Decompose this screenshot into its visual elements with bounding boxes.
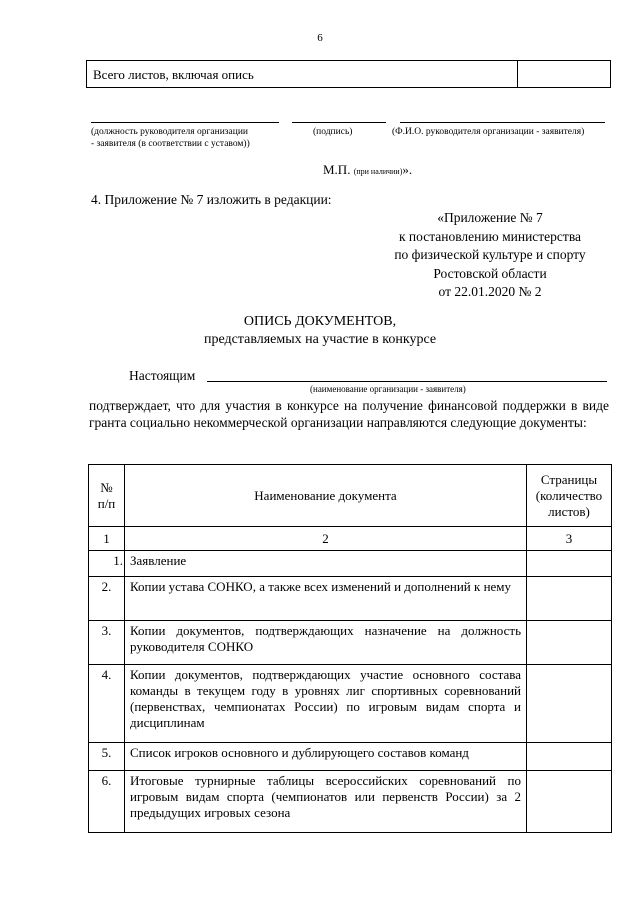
intro-paragraph: подтверждает, что для участия в конкурсе на получение финансовой поддержки в виде гранта социально некоммерческой организации направляются следующие документы: (89, 398, 609, 430)
table-row (89, 771, 612, 833)
row-number: 2. (89, 577, 125, 621)
documents-table (88, 464, 612, 833)
header-pages: Страницы (количество листов) (527, 465, 612, 527)
organization-name-line (207, 381, 607, 382)
row-number: 1. (89, 551, 125, 577)
stamp-label: М.П. (323, 162, 351, 177)
page-count (527, 771, 612, 833)
header-num (89, 465, 125, 527)
appendix-line: по физической культуре и спорту (394, 247, 586, 262)
position-caption (91, 126, 291, 150)
position-caption-line-1: (должность руководителя организации (91, 127, 249, 137)
page-count (527, 743, 612, 771)
table-row (89, 551, 612, 577)
header-num-line-1: № (100, 479, 113, 495)
organization-caption: (наименование организации - заявителя) (310, 384, 466, 394)
page-count (527, 621, 612, 665)
index-cell: 3 (527, 527, 612, 551)
index-cell: 1 (89, 527, 125, 551)
header-name: Наименование документа (125, 465, 527, 527)
document-name: Копии устава СОНКО, а также всех изменений и дополнений к нему (125, 577, 527, 621)
document-title (0, 313, 640, 349)
appendix-line: «Приложение № 7 (437, 210, 543, 225)
appendix-line: к постановлению министерства (398, 228, 582, 244)
appendix-line: Ростовской области (433, 265, 547, 281)
page-count (527, 665, 612, 743)
appendix-header (360, 209, 620, 302)
position-caption-line-2: - заявителя (в соответствии с уставом)) (91, 139, 250, 149)
table-row (89, 621, 612, 665)
document-name: Список игроков основного и дублирующего составов команд (125, 743, 527, 771)
title-main: ОПИСЬ ДОКУМЕНТОВ, (243, 314, 397, 329)
document-name: Копии документов, подтверждающих участие основного состава команды в текущем году в уровнях лиг спортивных соревнований (первенствах, чемпионатах России) по игровым видам спорта и дисциплинам (125, 665, 527, 743)
table-header-row (89, 465, 612, 527)
amendment-item: 4. Приложение № 7 изложить в редакции: (91, 192, 332, 207)
name-caption: (Ф.И.О. руководителя организации - заявителя) (392, 127, 585, 137)
cell-divider (517, 61, 518, 87)
intro-label: Настоящим (129, 368, 196, 383)
signature-line (292, 122, 386, 123)
table-row (89, 665, 612, 743)
header-num-line-2: п/п (97, 495, 116, 511)
page-count (527, 551, 612, 577)
document-name: Копии документов, подтверждающих назначение на должность руководителя СОНКО (125, 621, 527, 665)
document-name: Итоговые турнирные таблицы всероссийских соревнований по игровым видам спорта (чемпионатов или первенств России) за 2 предыдущих игровых сезона (125, 771, 527, 833)
row-number: 3. (89, 621, 125, 665)
table-row (89, 577, 612, 621)
title-sub: представляемых на участие в конкурсе (203, 332, 437, 347)
stamp-note: (при наличии) (353, 167, 403, 176)
document-name: Заявление (125, 551, 527, 577)
page-number: 6 (317, 32, 323, 44)
page-count (527, 577, 612, 621)
table-row (89, 743, 612, 771)
index-cell: 2 (125, 527, 527, 551)
name-signature-line (400, 122, 605, 123)
sheet-count-table (86, 60, 611, 88)
row-number: 5. (89, 743, 125, 771)
stamp-place (323, 162, 412, 178)
appendix-line: от 22.01.2020 № 2 (438, 284, 542, 299)
index-row (89, 527, 612, 551)
row-number: 6. (89, 771, 125, 833)
signature-caption: (подпись) (313, 127, 353, 137)
position-signature-line (91, 122, 279, 123)
row-number: 4. (89, 665, 125, 743)
stamp-suffix: ». (402, 162, 413, 177)
sheet-count-label: Всего листов, включая опись (93, 67, 254, 82)
